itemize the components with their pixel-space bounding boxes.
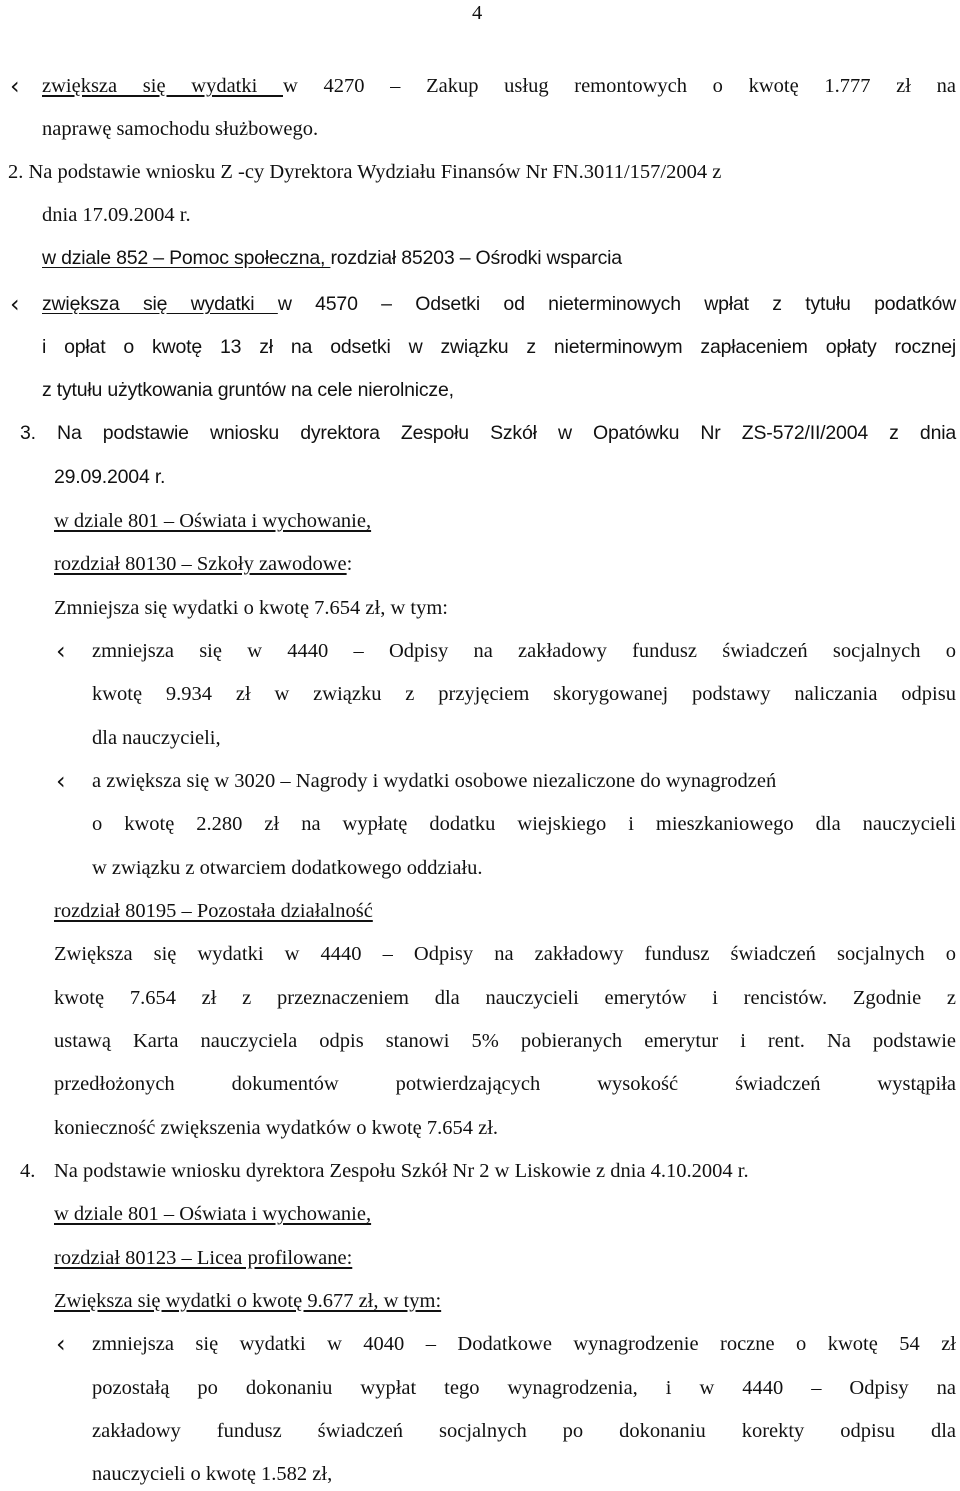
body-line (54, 1028, 956, 1054)
text-segment: rozdział 85203 – Ośrodki wsparcia (330, 247, 622, 269)
text-segment: Na podstawie wniosku dyrektora Zespołu Szkół Nr 2 w Liskowie z dnia 4.10.2004 r. (54, 1160, 749, 1182)
body-line (92, 768, 776, 794)
text-segment: : (346, 553, 353, 575)
body-line (42, 202, 191, 228)
text-segment: 2. Na podstawie wniosku Z -cy Dyrektora Wydziału Finansów Nr FN.3011/157/2004 z (8, 161, 722, 183)
body-line (54, 551, 352, 577)
bullet-marker: ‹ (10, 290, 20, 318)
body-line (92, 811, 956, 837)
body-line (8, 159, 721, 185)
text-segment: 29.09.2004 r. (54, 466, 166, 488)
text-segment: w związku z otwarciem dodatkowego oddziału. (92, 857, 483, 879)
text-segment: a zwiększa się w 3020 – Nagrody i wydatki osobowe niezaliczone do wynagrodzeń (92, 770, 777, 792)
body-line (54, 508, 371, 534)
body-line (92, 725, 221, 751)
text-segment: dla nauczycieli, (92, 727, 221, 749)
body-line (92, 1461, 332, 1487)
body-line (54, 941, 956, 967)
text-segment: konieczność zwiększenia wydatków o kwotę 7.654 zł. (54, 1117, 499, 1139)
body-line (54, 464, 165, 490)
bullet-marker: ‹ (56, 767, 66, 795)
text-segment: nauczycieli o kwotę 1.582 zł, (92, 1463, 333, 1485)
bullet-marker: ‹ (56, 1330, 66, 1358)
body-line (92, 855, 483, 881)
body-line (54, 1071, 956, 1097)
body-line (42, 73, 956, 99)
body-line (54, 1245, 352, 1271)
text-segment: przedłożonych dokumentów potwierdzających wysokość świadczeń wystąpiła (54, 1073, 956, 1095)
body-line (42, 377, 454, 403)
underlined-text: w dziale 801 – Oświata i wychowanie, (54, 510, 372, 532)
body-line (54, 1158, 749, 1184)
text-segment: zmniejsza się w 4440 – Odpisy na zakładowy fundusz świadczeń socjalnych o (92, 640, 956, 662)
body-line (54, 985, 956, 1011)
bullet-marker: ‹ (56, 637, 66, 665)
list-number: 4. (20, 1160, 36, 1182)
text-segment: w 4270 – Zakup usług remontowych o kwotę 1.777 zł na (283, 75, 957, 97)
body-line (42, 245, 622, 271)
underlined-text: w dziale 852 – Pomoc społeczna, (42, 247, 331, 269)
body-line (54, 1115, 498, 1141)
underlined-text: zwiększa się wydatki (42, 75, 283, 97)
body-line (92, 1331, 956, 1357)
text-segment: i opłat o kwotę 13 zł na odsetki w związku z nieterminowym zapłaceniem opłaty rocznej (42, 336, 956, 358)
underlined-text: rozdział 80195 – Pozostała działalność (54, 900, 373, 922)
text-segment: dnia 17.09.2004 r. (42, 204, 191, 226)
body-line (54, 1288, 441, 1314)
body-line (54, 1201, 371, 1227)
page-number: 4 (472, 2, 483, 24)
text-segment: 3. Na podstawie wniosku dyrektora Zespołu Szkół w Opatówku Nr ZS-572/II/2004 z dnia (20, 422, 956, 444)
body-line (92, 681, 956, 707)
text-segment: pozostałą po dokonaniu wypłat tego wynagrodzenia, i w 4440 – Odpisy na (92, 1377, 956, 1399)
text-segment: ustawą Karta nauczyciela odpis stanowi 5% pobieranych emerytur i rent. Na podstawie (54, 1030, 956, 1052)
body-line (42, 334, 956, 360)
body-line (92, 1418, 956, 1444)
body-line (54, 898, 373, 924)
text-segment: Zwiększa się wydatki w 4440 – Odpisy na zakładowy fundusz świadczeń socjalnych o (54, 943, 956, 965)
underlined-text: rozdział 80123 – Licea profilowane: (54, 1247, 353, 1269)
text-segment: zakładowy fundusz świadczeń socjalnych po dokonaniu korekty odpisu dla (92, 1420, 956, 1442)
text-segment: w 4570 – Odsetki od nieterminowych wpłat z tytułu podatków (277, 293, 957, 315)
text-segment: zmniejsza się wydatki w 4040 – Dodatkowe wynagrodzenie roczne o kwotę 54 zł (92, 1333, 956, 1355)
text-segment: z tytułu użytkowania gruntów na cele nierolnicze, (42, 379, 454, 401)
body-line (20, 420, 956, 446)
body-line (92, 638, 956, 664)
bullet-marker: ‹ (10, 72, 20, 100)
underlined-text: zwiększa się wydatki (42, 293, 278, 315)
underlined-text: w dziale 801 – Oświata i wychowanie, (54, 1203, 372, 1225)
text-segment: Zmniejsza się wydatki o kwotę 7.654 zł, w tym: (54, 597, 448, 619)
text-segment: o kwotę 2.280 zł na wypłatę dodatku wiejskiego i mieszkaniowego dla nauczycieli (92, 813, 956, 835)
underlined-text: rozdział 80130 – Szkoły zawodowe (54, 553, 347, 575)
body-line (54, 595, 448, 621)
text-segment: kwotę 7.654 zł z przeznaczeniem dla nauczycieli emerytów i rencistów. Zgodnie z (54, 987, 956, 1009)
text-segment: naprawę samochodu służbowego. (42, 118, 319, 140)
body-line (42, 116, 318, 142)
body-line (92, 1375, 956, 1401)
text-segment: kwotę 9.934 zł w związku z przyjęciem skorygowanej podstawy naliczania odpisu (92, 683, 956, 705)
body-line (42, 291, 956, 317)
underlined-text: Zwiększa się wydatki o kwotę 9.677 zł, w tym: (54, 1290, 442, 1312)
